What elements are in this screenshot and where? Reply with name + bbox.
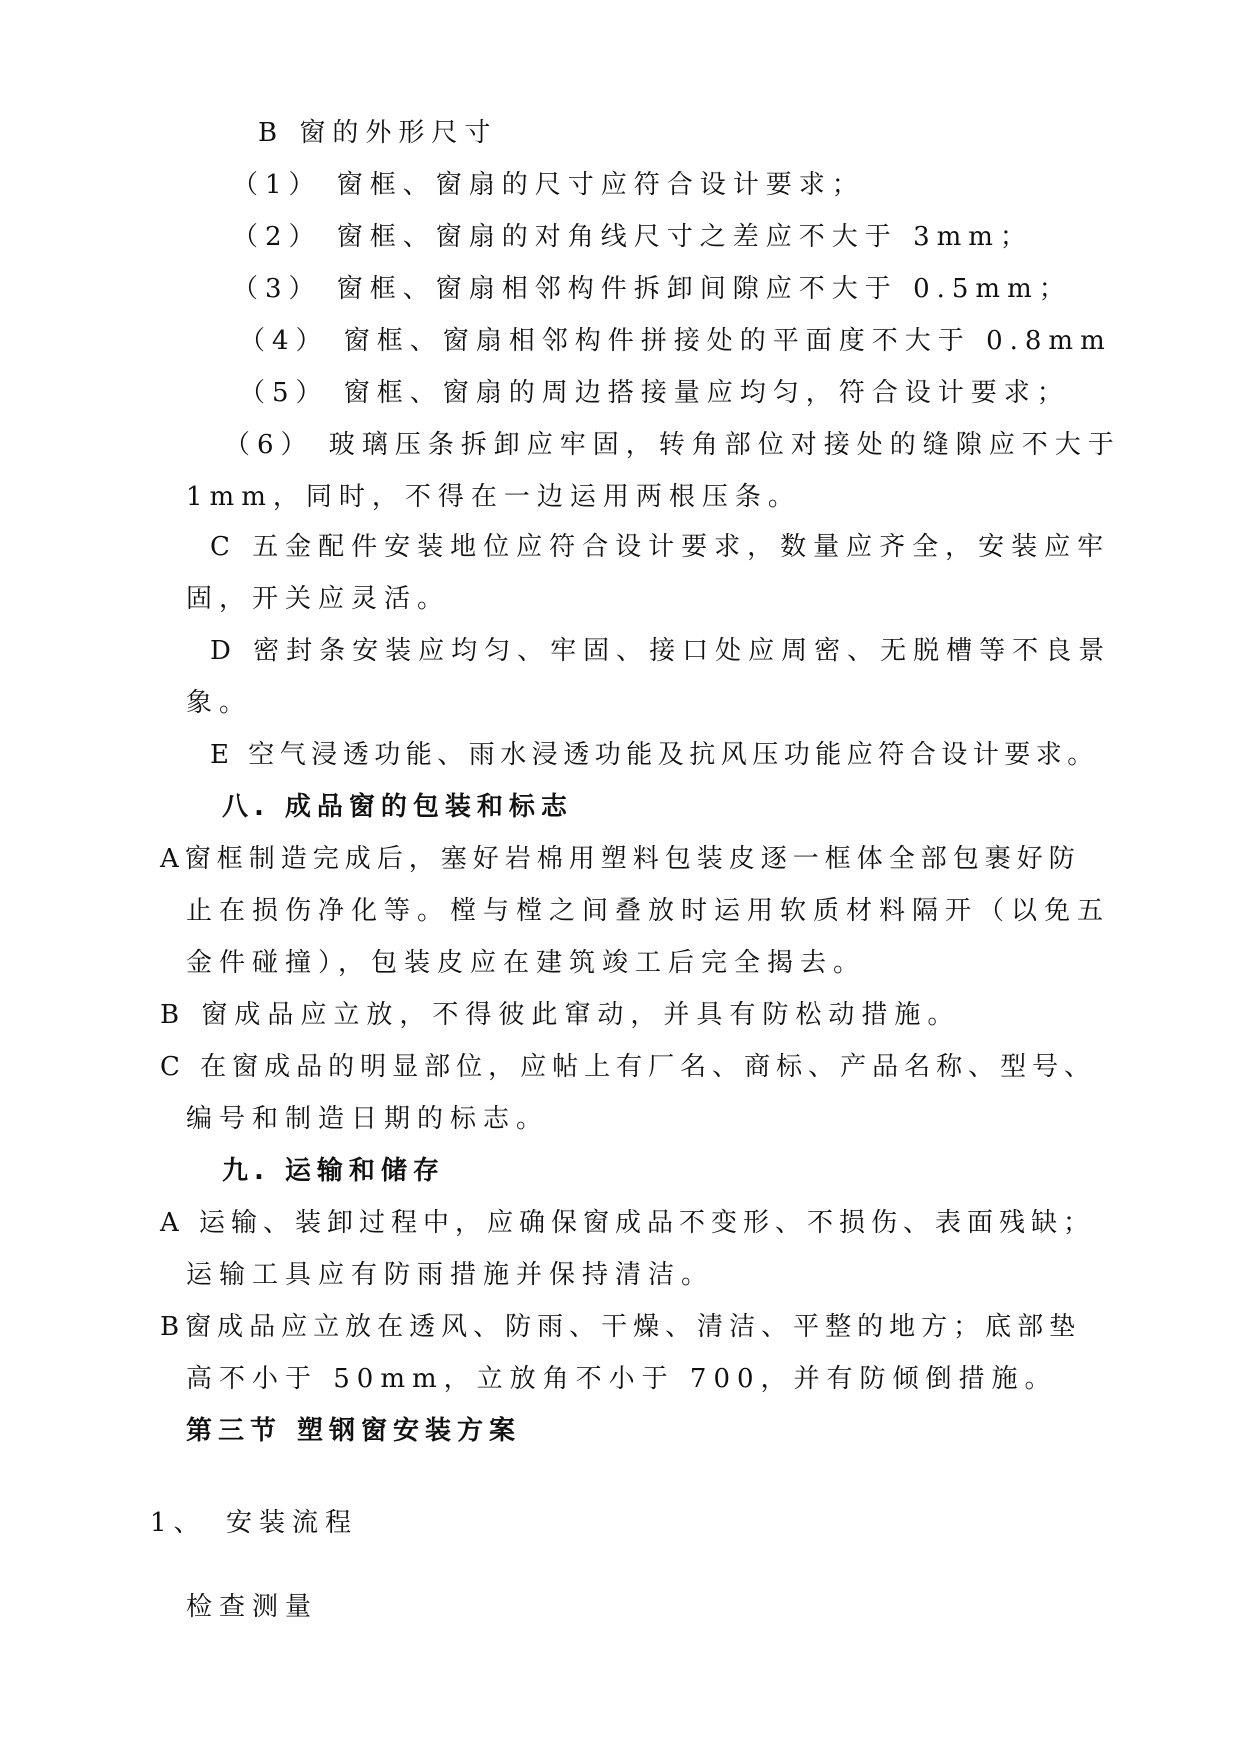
section-b-item-5: （5） 窗框、窗扇的周边搭接量应均匀，符合设计要求； [239, 378, 1070, 408]
section-b-item-4: （4） 窗框、窗扇相邻构件拼接处的平面度不大于 0.8mm [239, 326, 1112, 356]
step-text: 检查测量 [186, 1592, 319, 1622]
section-b-item-6-cont: 1mm，同时，不得在一边运用两根压条。 [186, 482, 801, 512]
heading-9: 九. 运输和储存 [222, 1156, 445, 1186]
section-b-title: B 窗的外形尺寸 [258, 118, 498, 148]
section-c-line-1: C 五金配件安装地位应符合设计要求，数量应齐全，安装应牢 [210, 532, 1111, 562]
heading-8: 八. 成品窗的包装和标志 [222, 792, 573, 822]
packaging-line-4: B 窗成品应立放，不得彼此窜动，并具有防松动措施。 [160, 1000, 961, 1030]
section-d-line-2: 象。 [186, 688, 253, 718]
section-3-title: 第三节 塑钢窗安装方案 [186, 1416, 522, 1446]
transport-line-1: A 运输、装卸过程中，应确保窗成品不变形、不损伤、表面残缺； [160, 1208, 1096, 1238]
section-b-item-2: （2） 窗框、窗扇的对角线尺寸之差应不大于 3mm； [232, 222, 1033, 252]
step-1-number: 1、 [150, 1508, 207, 1538]
section-b-item-6: （6） 玻璃压条拆卸应牢固，转角部位对接处的缝隙应不大于 [224, 430, 1121, 460]
section-e: E 空气浸透功能、雨水浸透功能及抗风压功能应符合设计要求。 [210, 740, 1099, 770]
transport-line-3: B窗成品应立放在透风、防雨、干燥、清洁、平整的地方；底部垫 [160, 1312, 1082, 1342]
transport-line-4: 高不小于 50mm，立放角不小于 700，并有防倾倒措施。 [186, 1364, 1058, 1394]
step-1-title: 安装流程 [226, 1508, 359, 1538]
packaging-line-2: 止在损伤净化等。樘与樘之间叠放时运用软质材料隔开（以免五 [186, 896, 1111, 926]
section-b-item-3: （3） 窗框、窗扇相邻构件拆卸间隙应不大于 0.5mm； [232, 274, 1072, 304]
section-c-line-2: 固，开关应灵活。 [186, 584, 451, 614]
packaging-line-5: C 在窗成品的明显部位，应帖上有厂名、商标、产品名称、型号、 [160, 1052, 1097, 1082]
packaging-line-1: A窗框制造完成后，塞好岩棉用塑料包装皮逐一框体全部包裹好防 [160, 844, 1081, 874]
transport-line-2: 运输工具应有防雨措施并保持清洁。 [186, 1260, 715, 1290]
packaging-line-6: 编号和制造日期的标志。 [186, 1104, 550, 1134]
packaging-line-3: 金件碰撞），包装皮应在建筑竣工后完全揭去。 [186, 948, 867, 978]
section-b-item-1: （1） 窗框、窗扇的尺寸应符合设计要求； [232, 170, 865, 200]
section-d-line-1: D 密封条安装应均匀、牢固、接口处应周密、无脱槽等不良景 [210, 636, 1112, 666]
